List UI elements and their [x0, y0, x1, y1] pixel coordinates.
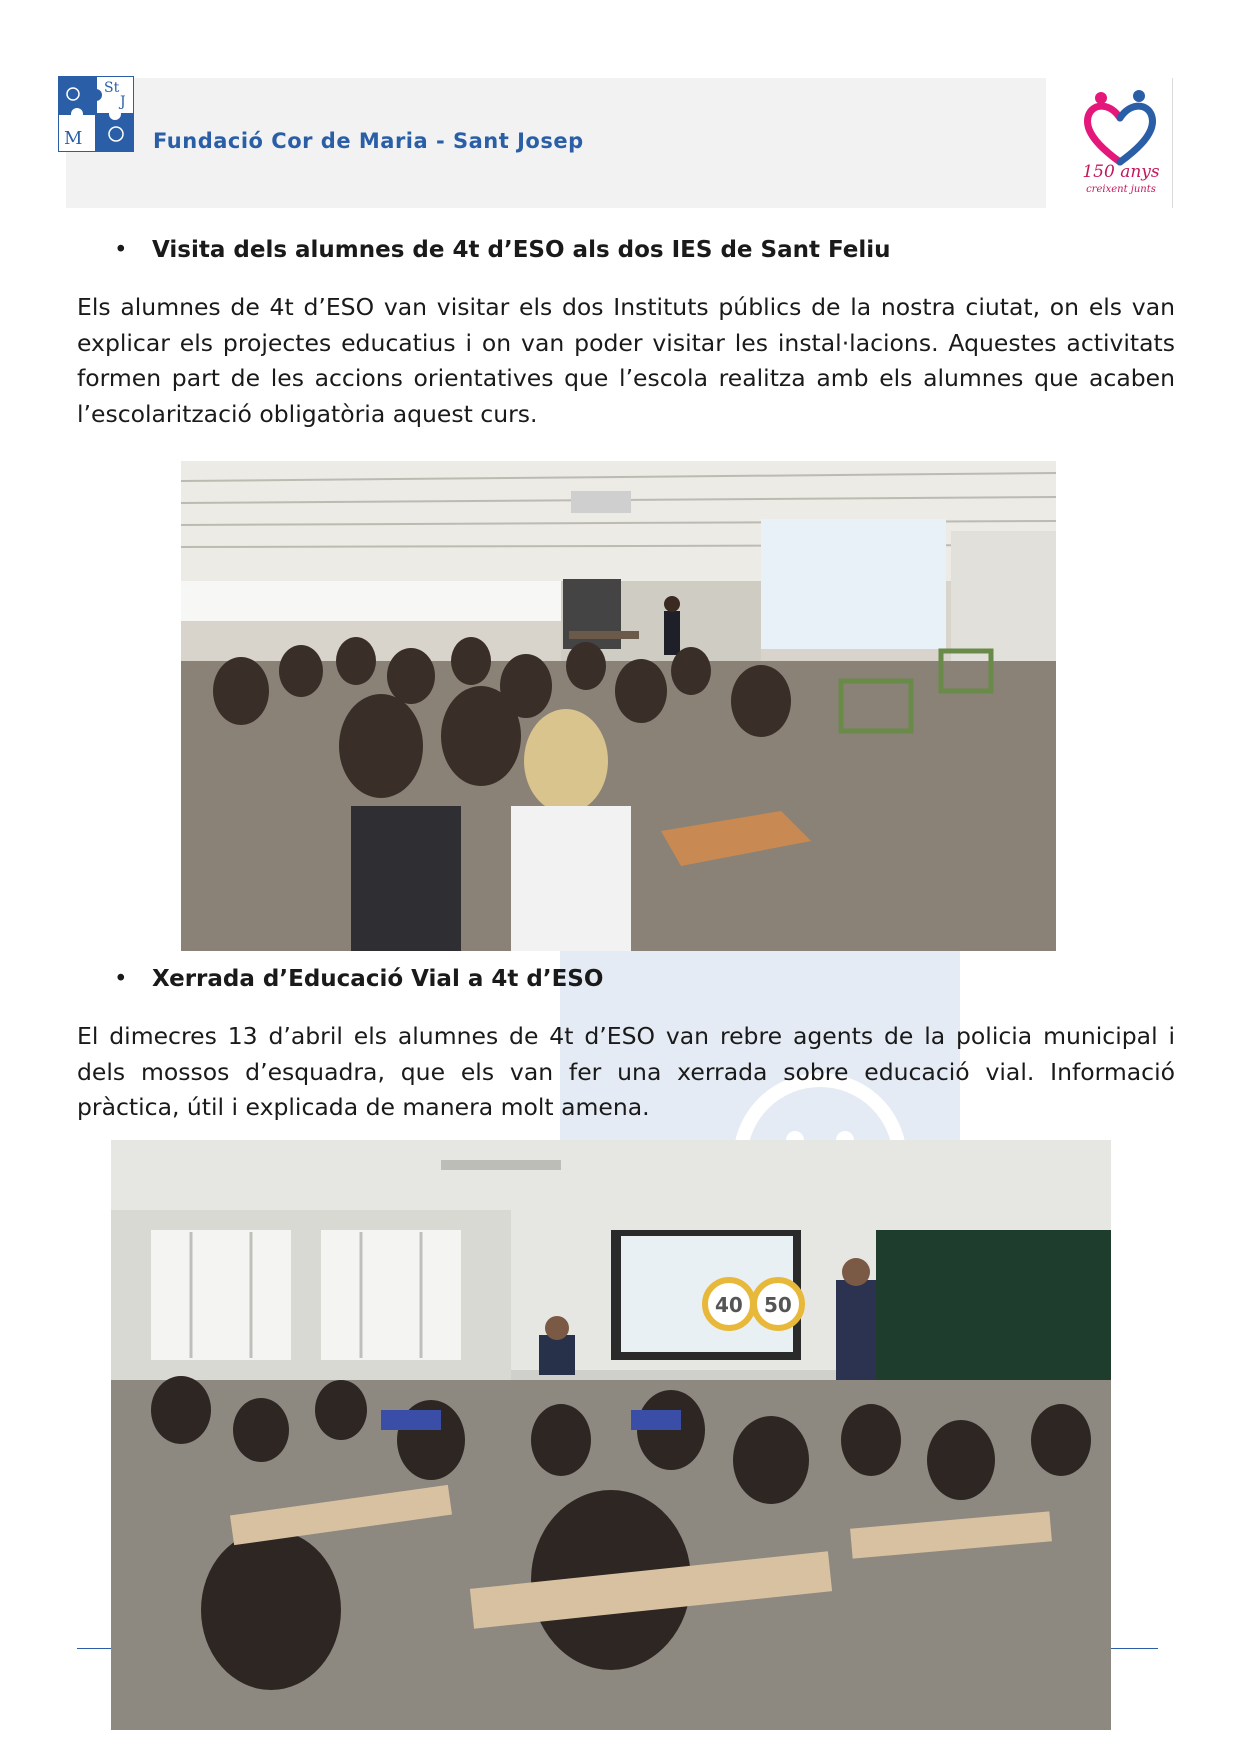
svg-text:M: M	[64, 128, 83, 149]
section-1-heading-text: Visita dels alumnes de 4t d’ESO als dos IES de Sant Feliu	[152, 237, 891, 263]
foundation-puzzle-logo	[58, 76, 134, 152]
section-2-body: El dimecres 13 d’abril els alumnes de 4t d’ESO van rebre agents de la policia municipal i dels mossos d’esquadra, que els van fer una xerrada sobre educació vial. Informació pràctica, útil i explicada de manera molt amena.	[77, 1022, 1175, 1121]
section-2-heading	[114, 966, 604, 992]
section-1-body: Els alumnes de 4t d’ESO van visitar els dos Instituts públics de la nostra ciutat, on els van explicar els projectes educatius i on van poder visitar les instal·lacions. Aquestes activitats formen part de les accions orientatives que l’escola realitza amb els alumnes que acaben l’escolarització obligatòria aquest curs.	[77, 293, 1175, 428]
anniversary-heart-logo	[1075, 84, 1165, 200]
anniversary-subtext: creixent junts	[1086, 184, 1156, 195]
logo-letters-st: St	[104, 80, 120, 96]
section-2-heading-text: Xerrada d’Educació Vial a 4t d’ESO	[152, 966, 604, 992]
section-1-heading	[114, 237, 891, 263]
slide-sign-50: 50	[764, 1293, 792, 1317]
photo-road-safety-talk	[111, 1140, 1111, 1730]
organization-name: Fundació Cor de Maria - Sant Josep	[153, 129, 584, 153]
footer-rule-right	[1110, 1648, 1158, 1649]
svg-text:J: J	[120, 94, 126, 110]
photo-ies-visit	[181, 461, 1056, 951]
anniversary-text: 150 anys	[1082, 162, 1160, 182]
slide-sign-40: 40	[715, 1293, 743, 1317]
bullet-icon: •	[114, 966, 128, 992]
bullet-icon: •	[114, 237, 128, 263]
